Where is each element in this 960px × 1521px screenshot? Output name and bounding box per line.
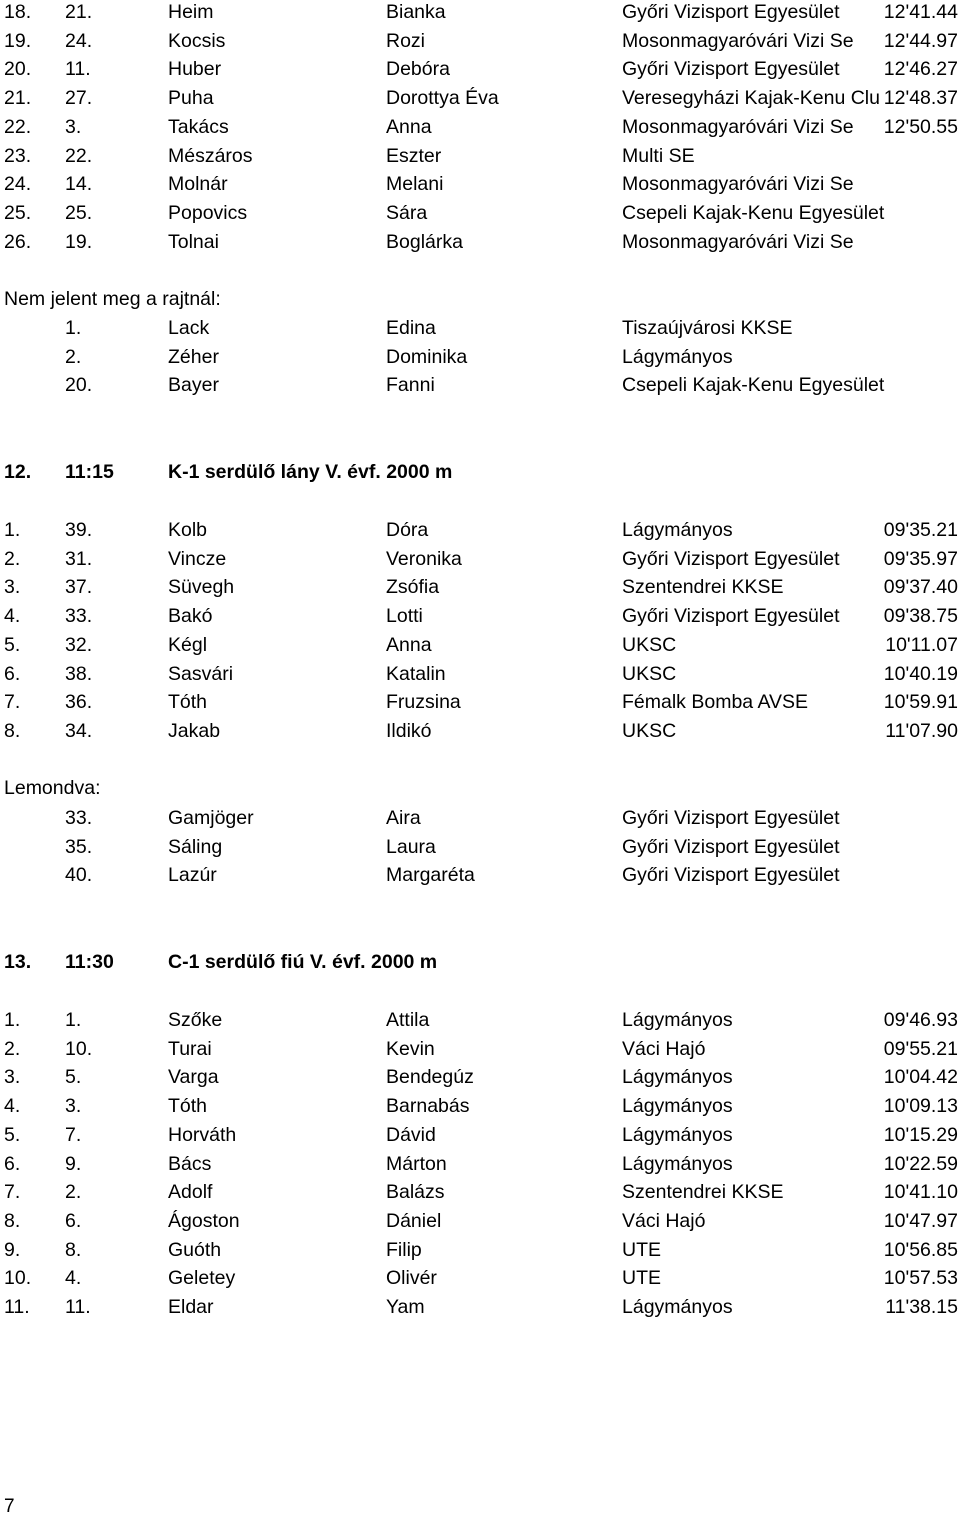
time-cell: 09'35.21 — [883, 519, 958, 541]
club-cell: UTE — [622, 1238, 661, 1261]
last-name-cell: Süvegh — [168, 576, 235, 599]
bib-number-cell: 5. — [65, 1066, 82, 1089]
time-cell: 10'04.42 — [883, 1066, 958, 1089]
first-name-cell: Sára — [386, 201, 428, 224]
bib-number-cell: 1. — [65, 317, 82, 339]
result-row — [0, 55, 960, 83]
last-name-cell: Kolb — [168, 519, 208, 541]
time-cell: 10'59.91 — [883, 691, 958, 714]
bib-number-cell: 1. — [65, 1009, 82, 1031]
race-number: 13. — [4, 951, 32, 973]
club-cell: Lágymányos — [622, 345, 733, 368]
result-row — [0, 1063, 960, 1091]
club-cell: Csepeli Kajak-Kenu Egyesület — [622, 201, 885, 224]
place-cell: 5. — [4, 1123, 21, 1146]
first-name-cell: Katalin — [386, 662, 446, 685]
place-cell: 20. — [4, 58, 32, 81]
last-name-cell: Vincze — [168, 547, 227, 570]
first-name-cell: Fruzsina — [386, 691, 461, 714]
bib-number-cell: 39. — [65, 519, 93, 541]
bib-number-cell: 9. — [65, 1152, 82, 1175]
club-cell: Győri Vizisport Egyesület — [622, 835, 840, 858]
first-name-cell: Melani — [386, 173, 444, 196]
time-cell: 09'46.93 — [883, 1009, 958, 1031]
time-cell: 12'50.55 — [883, 115, 958, 138]
time-cell: 10'22.59 — [883, 1152, 958, 1175]
place-cell: 7. — [4, 1181, 21, 1204]
last-name-cell: Tóth — [168, 691, 208, 714]
bib-number-cell: 33. — [65, 807, 93, 829]
place-cell: 10. — [4, 1267, 32, 1290]
bib-number-cell: 10. — [65, 1037, 93, 1060]
race-title: K-1 serdülő lány V. évf. 2000 m — [168, 461, 453, 483]
result-row — [0, 1293, 960, 1321]
race-13-header — [0, 948, 960, 976]
bib-number-cell: 14. — [65, 173, 93, 196]
club-cell: Mosonmagyaróvári Vizi Se — [622, 230, 854, 253]
first-name-cell: Dávid — [386, 1123, 436, 1146]
result-row — [0, 833, 960, 861]
race-number: 12. — [4, 461, 32, 483]
result-row — [0, 1121, 960, 1149]
club-cell: Győri Vizisport Egyesület — [622, 605, 840, 628]
place-cell: 4. — [4, 605, 21, 628]
bib-number-cell: 34. — [65, 719, 93, 742]
club-cell: Lágymányos — [622, 519, 733, 541]
bib-number-cell: 20. — [65, 374, 93, 397]
first-name-cell: Barnabás — [386, 1095, 470, 1118]
bib-number-cell: 35. — [65, 835, 93, 858]
first-name-cell: Balázs — [386, 1181, 445, 1204]
first-name-cell: Debóra — [386, 58, 450, 81]
result-row — [0, 343, 960, 371]
first-name-cell: Veronika — [386, 547, 462, 570]
club-cell: Mosonmagyaróvári Vizi Se — [622, 173, 854, 196]
bib-number-cell: 25. — [65, 201, 93, 224]
place-cell: 18. — [4, 1, 32, 23]
club-cell: Tiszaújvárosi KKSE — [622, 317, 793, 339]
time-cell: 09'37.40 — [883, 576, 958, 599]
place-cell: 25. — [4, 201, 32, 224]
time-cell: 12'46.27 — [883, 58, 958, 81]
club-cell: Szentendrei KKSE — [622, 576, 784, 599]
last-name-cell: Lazúr — [168, 864, 217, 887]
bib-number-cell: 37. — [65, 576, 93, 599]
last-name-cell: Adolf — [168, 1181, 213, 1204]
last-name-cell: Tolnai — [168, 230, 219, 253]
bib-number-cell: 7. — [65, 1123, 82, 1146]
bib-number-cell: 36. — [65, 691, 93, 714]
last-name-cell: Bayer — [168, 374, 219, 397]
result-row — [0, 573, 960, 601]
place-cell: 24. — [4, 173, 32, 196]
result-row — [0, 314, 960, 342]
time-cell: 10'56.85 — [883, 1238, 958, 1261]
last-name-cell: Tóth — [168, 1095, 208, 1118]
last-name-cell: Geletey — [168, 1267, 236, 1290]
club-cell: Győri Vizisport Egyesület — [622, 547, 840, 570]
race-start-time: 11:30 — [65, 951, 114, 973]
result-row — [0, 717, 960, 745]
club-cell: Váci Hajó — [622, 1209, 706, 1232]
place-cell: 2. — [4, 1037, 21, 1060]
club-cell: Győri Vizisport Egyesület — [622, 1, 840, 23]
result-row — [0, 688, 960, 716]
place-cell: 21. — [4, 87, 32, 110]
result-row — [0, 602, 960, 630]
club-cell: UTE — [622, 1267, 661, 1290]
club-cell: UKSC — [622, 633, 677, 656]
first-name-cell: Dominika — [386, 345, 468, 368]
dns-heading: Nem jelent meg a rajtnál: — [4, 288, 221, 310]
first-name-cell: Anna — [386, 633, 432, 656]
bib-number-cell: 21. — [65, 1, 93, 23]
first-name-cell: Edina — [386, 317, 436, 339]
last-name-cell: Jakab — [168, 719, 221, 742]
race-12-header — [0, 458, 960, 486]
club-cell: Multi SE — [622, 144, 695, 167]
result-row — [0, 660, 960, 688]
last-name-cell: Mészáros — [168, 144, 253, 167]
bib-number-cell: 31. — [65, 547, 93, 570]
last-name-cell: Bács — [168, 1152, 212, 1175]
result-row — [0, 545, 960, 573]
first-name-cell: Fanni — [386, 374, 435, 397]
result-row — [0, 1264, 960, 1292]
last-name-cell: Heim — [168, 1, 214, 23]
result-row — [0, 0, 960, 26]
bib-number-cell: 19. — [65, 230, 93, 253]
bib-number-cell: 40. — [65, 864, 93, 887]
bib-number-cell: 3. — [65, 1095, 82, 1118]
first-name-cell: Anna — [386, 115, 432, 138]
club-cell: Fémalk Bomba AVSE — [622, 691, 809, 714]
bib-number-cell: 8. — [65, 1238, 82, 1261]
place-cell: 8. — [4, 1209, 21, 1232]
first-name-cell: Boglárka — [386, 230, 463, 253]
place-cell: 19. — [4, 29, 32, 52]
bib-number-cell: 22. — [65, 144, 93, 167]
last-name-cell: Turai — [168, 1037, 212, 1060]
time-cell: 10'41.10 — [883, 1181, 958, 1204]
first-name-cell: Laura — [386, 835, 436, 858]
first-name-cell: Dóra — [386, 519, 429, 541]
last-name-cell: Puha — [168, 87, 214, 110]
club-cell: Lágymányos — [622, 1152, 733, 1175]
result-row — [0, 804, 960, 832]
club-cell: Győri Vizisport Egyesület — [622, 58, 840, 81]
bib-number-cell: 2. — [65, 345, 82, 368]
result-row — [0, 113, 960, 141]
bib-number-cell: 33. — [65, 605, 93, 628]
result-row — [0, 1178, 960, 1206]
club-cell: Mosonmagyaróvári Vizi Se — [622, 115, 854, 138]
club-cell: Lágymányos — [622, 1066, 733, 1089]
last-name-cell: Zéher — [168, 345, 219, 368]
last-name-cell: Sáling — [168, 835, 223, 858]
time-cell: 10'11.07 — [885, 633, 958, 656]
last-name-cell: Popovics — [168, 201, 248, 224]
time-cell: 09'55.21 — [883, 1037, 958, 1060]
place-cell: 4. — [4, 1095, 21, 1118]
last-name-cell: Guóth — [168, 1238, 222, 1261]
time-cell: 11'07.90 — [885, 719, 958, 742]
result-row — [0, 1006, 960, 1034]
first-name-cell: Lotti — [386, 605, 423, 628]
last-name-cell: Kocsis — [168, 29, 226, 52]
time-cell: 10'47.97 — [883, 1209, 958, 1232]
last-name-cell: Ágoston — [168, 1209, 240, 1232]
club-cell: Győri Vizisport Egyesület — [622, 864, 840, 887]
bib-number-cell: 11. — [65, 1296, 91, 1318]
place-cell: 22. — [4, 115, 32, 138]
first-name-cell: Ildikó — [386, 719, 432, 742]
withdrawn-heading: Lemondva: — [4, 777, 101, 799]
result-row — [0, 1035, 960, 1063]
first-name-cell: Dorottya Éva — [386, 87, 499, 110]
club-cell: Váci Hajó — [622, 1037, 706, 1060]
bib-number-cell: 38. — [65, 662, 93, 685]
bib-number-cell: 11. — [65, 58, 91, 81]
first-name-cell: Filip — [386, 1238, 422, 1261]
club-cell: Lágymányos — [622, 1123, 733, 1146]
club-cell: Lágymányos — [622, 1009, 733, 1031]
time-cell: 12'44.97 — [883, 29, 958, 52]
time-cell: 12'41.44 — [883, 1, 958, 23]
last-name-cell: Gamjöger — [168, 807, 254, 829]
club-cell: Győri Vizisport Egyesület — [622, 807, 840, 829]
first-name-cell: Bianka — [386, 1, 446, 23]
first-name-cell: Rozi — [386, 29, 426, 52]
bib-number-cell: 6. — [65, 1209, 82, 1232]
club-cell: UKSC — [622, 719, 677, 742]
club-cell: Csepeli Kajak-Kenu Egyesület — [622, 374, 885, 397]
last-name-cell: Horváth — [168, 1123, 237, 1146]
first-name-cell: Zsófia — [386, 576, 440, 599]
result-row — [0, 228, 960, 256]
first-name-cell: Kevin — [386, 1037, 435, 1060]
bib-number-cell: 27. — [65, 87, 93, 110]
time-cell: 09'38.75 — [883, 605, 958, 628]
club-cell: Szentendrei KKSE — [622, 1181, 784, 1204]
place-cell: 6. — [4, 662, 21, 685]
place-cell: 1. — [4, 1009, 21, 1031]
last-name-cell: Kégl — [168, 633, 208, 656]
result-row — [0, 199, 960, 227]
last-name-cell: Molnár — [168, 173, 228, 196]
last-name-cell: Bakó — [168, 605, 213, 628]
place-cell: 7. — [4, 691, 21, 714]
last-name-cell: Sasvári — [168, 662, 234, 685]
place-cell: 23. — [4, 144, 32, 167]
place-cell: 2. — [4, 547, 21, 570]
place-cell: 1. — [4, 519, 21, 541]
last-name-cell: Huber — [168, 58, 222, 81]
bib-number-cell: 4. — [65, 1267, 82, 1290]
time-cell: 09'35.97 — [883, 547, 958, 570]
result-row — [0, 142, 960, 170]
first-name-cell: Yam — [386, 1296, 425, 1318]
result-row — [0, 1207, 960, 1235]
bib-number-cell: 3. — [65, 115, 82, 138]
first-name-cell: Olivér — [386, 1267, 437, 1290]
first-name-cell: Bendegúz — [386, 1066, 474, 1089]
bib-number-cell: 24. — [65, 29, 93, 52]
time-cell: 11'38.15 — [885, 1296, 958, 1318]
club-cell: Lágymányos — [622, 1095, 733, 1118]
race-title: C-1 serdülő fiú V. évf. 2000 m — [168, 951, 438, 973]
place-cell: 5. — [4, 633, 21, 656]
time-cell: 10'15.29 — [883, 1123, 958, 1146]
first-name-cell: Attila — [386, 1009, 430, 1031]
result-row — [0, 27, 960, 55]
result-row — [0, 861, 960, 889]
place-cell: 11. — [4, 1296, 30, 1318]
first-name-cell: Margaréta — [386, 864, 475, 887]
bib-number-cell: 32. — [65, 633, 93, 656]
last-name-cell: Takács — [168, 115, 229, 138]
place-cell: 3. — [4, 576, 21, 599]
bib-number-cell: 2. — [65, 1181, 82, 1204]
club-cell: UKSC — [622, 662, 677, 685]
place-cell: 6. — [4, 1152, 21, 1175]
first-name-cell: Aira — [386, 807, 421, 829]
result-row — [0, 84, 960, 112]
first-name-cell: Eszter — [386, 144, 442, 167]
club-cell: Mosonmagyaróvári Vizi Se — [622, 29, 854, 52]
page-number: 7 — [4, 1496, 15, 1517]
result-row — [0, 1092, 960, 1120]
result-row — [0, 516, 960, 544]
club-cell: Lágymányos — [622, 1296, 733, 1318]
first-name-cell: Márton — [386, 1152, 447, 1175]
result-row — [0, 170, 960, 198]
result-row — [0, 631, 960, 659]
time-cell: 10'40.19 — [883, 662, 958, 685]
race-start-time: 11:15 — [65, 461, 114, 483]
place-cell: 9. — [4, 1238, 21, 1261]
time-cell: 12'48.37 — [883, 87, 958, 110]
place-cell: 26. — [4, 230, 32, 253]
last-name-cell: Szőke — [168, 1009, 223, 1031]
last-name-cell: Eldar — [168, 1296, 214, 1318]
time-cell: 10'57.53 — [883, 1267, 958, 1290]
time-cell: 10'09.13 — [883, 1095, 958, 1118]
result-row — [0, 371, 960, 399]
first-name-cell: Dániel — [386, 1209, 442, 1232]
last-name-cell: Lack — [168, 317, 210, 339]
result-row — [0, 1150, 960, 1178]
club-cell: Veresegyházi Kajak-Kenu Clu — [622, 87, 880, 110]
result-row — [0, 1236, 960, 1264]
last-name-cell: Varga — [168, 1066, 219, 1089]
place-cell: 3. — [4, 1066, 21, 1089]
place-cell: 8. — [4, 719, 21, 742]
